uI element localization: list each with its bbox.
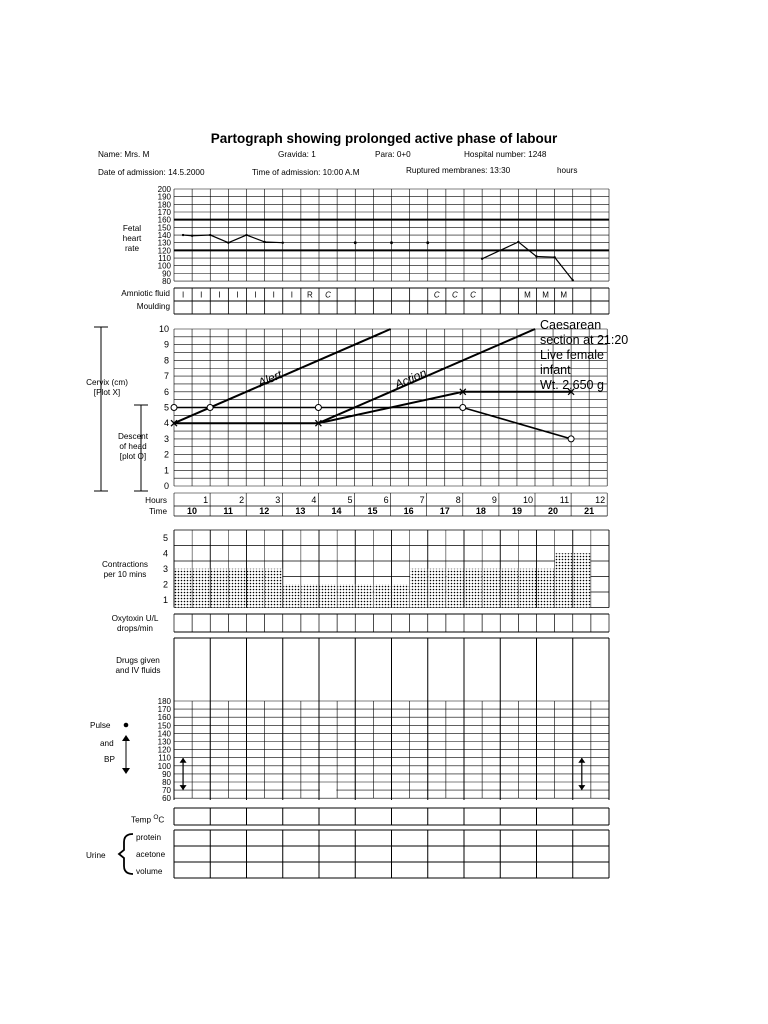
hour-label: 7 <box>419 495 425 505</box>
fhr-tick-label: 160 <box>157 215 171 225</box>
contraction-tick-label: 1 <box>162 594 168 605</box>
fhr-point <box>481 258 483 260</box>
contraction-bar <box>175 569 192 608</box>
amniotic-fluid-label: Amniotic fluid <box>121 289 170 298</box>
hour-label: 6 <box>383 495 389 505</box>
contraction-bar <box>465 569 482 608</box>
bp-tick-label: 90 <box>162 769 171 779</box>
bp-legend-up-icon <box>122 735 130 741</box>
fhr-tick-label: 180 <box>157 200 171 210</box>
fhr-point <box>572 279 574 281</box>
bp-tick-label: 120 <box>157 745 171 755</box>
and-label: and <box>100 739 114 748</box>
time-label: 14 <box>331 506 342 516</box>
contraction-tick-label: 2 <box>162 579 168 590</box>
descent-o-point <box>315 405 321 411</box>
amniotic-value: I <box>290 290 293 300</box>
fhr-point <box>390 241 393 244</box>
fhr-point <box>245 234 247 236</box>
bp-tick-label: 160 <box>157 713 171 723</box>
amniotic-value: M <box>560 290 568 300</box>
fhr-tick-label: 120 <box>157 246 171 256</box>
time-label: 20 <box>548 506 559 516</box>
contraction-bar <box>483 569 500 608</box>
contraction-bar <box>392 584 409 607</box>
outcome-line: infant <box>540 363 571 377</box>
time-label: 19 <box>511 506 522 516</box>
bp-tick-label: 180 <box>157 697 171 706</box>
contraction-bar <box>211 569 228 608</box>
fhr-point <box>426 241 429 244</box>
amniotic-value: I <box>254 290 257 300</box>
time-label: 15 <box>367 506 378 516</box>
cervix-tick-label: 9 <box>163 339 169 350</box>
descent-o-point <box>568 436 574 442</box>
time-label: 16 <box>403 506 414 516</box>
cervix-tick-label: 6 <box>163 386 169 397</box>
contraction-bar <box>374 584 391 607</box>
cervix-tick-label: 0 <box>163 481 169 491</box>
fhr-tick-label: 130 <box>157 238 171 248</box>
fhr-point <box>553 256 555 258</box>
urine-brace <box>119 834 133 874</box>
amniotic-value: R <box>307 290 313 300</box>
hour-label: 10 <box>522 495 533 505</box>
amniotic-value: I <box>181 290 185 300</box>
time-label: 21 <box>584 506 595 516</box>
urine-acetone-label: acetone <box>136 850 166 859</box>
cervix-tick-label: 8 <box>163 355 169 366</box>
contraction-tick-label: 5 <box>162 532 168 543</box>
contraction-bar <box>446 569 463 608</box>
bp-diastolic-arrow <box>578 785 585 790</box>
bp-tick-label: 70 <box>162 786 171 796</box>
fhr-point <box>535 255 537 257</box>
hours-word: hours <box>557 166 578 175</box>
cervix-tick-label: 3 <box>163 433 169 444</box>
bp-tick-label: 110 <box>158 753 171 763</box>
cervix-tick-label: 10 <box>158 324 169 334</box>
fhr-tick-label: 90 <box>162 269 171 279</box>
fhr-series-line <box>183 235 283 243</box>
contraction-bar <box>320 584 337 607</box>
hour-label: 9 <box>491 495 497 505</box>
outcome-line: section at 21:20 <box>540 333 629 347</box>
time-label: Time <box>149 507 167 516</box>
contraction-bar <box>265 569 282 608</box>
amniotic-value: M <box>542 290 549 300</box>
bp-legend-down-icon <box>122 768 130 774</box>
bp-tick-label: 140 <box>157 729 171 739</box>
hospital-number: Hospital number: 1248 <box>464 150 547 159</box>
bp-label: BP <box>104 755 115 764</box>
urine-volume-label: volume <box>136 867 163 876</box>
time-of-admission: Time of admission: 10:00 A.M <box>252 168 360 177</box>
cervix-tick-label: 2 <box>163 449 169 460</box>
descent-o-point <box>207 405 213 411</box>
cervix-tick-label: 4 <box>163 418 169 429</box>
fhr-tick-label: 150 <box>157 223 171 233</box>
oxytocin-label: Oxytoxin U/L drops/min <box>111 614 159 633</box>
contraction-tick-label: 3 <box>162 563 168 574</box>
amniotic-value: I <box>218 290 221 300</box>
hour-label: 8 <box>455 495 461 505</box>
descent-label: Descent of head [plot O] <box>117 432 149 461</box>
outcome-line: Wt. 2,650 g <box>540 378 604 392</box>
pulse-label: Pulse <box>90 721 111 730</box>
hours-label: Hours <box>145 496 167 505</box>
hour-label: 5 <box>347 495 353 505</box>
contraction-bar <box>537 569 554 608</box>
patient-name: Name: Mrs. M <box>98 150 150 159</box>
contraction-bar <box>356 584 373 607</box>
bp-tick-label: 130 <box>157 737 171 747</box>
contraction-bar <box>410 569 427 608</box>
contractions-label: Contractions per 10 mins <box>102 560 148 579</box>
bp-systolic-arrow <box>578 758 585 763</box>
fhr-point <box>227 241 229 243</box>
fhr-tick-label: 80 <box>162 277 171 287</box>
bp-tick-label: 100 <box>157 761 171 771</box>
time-label: 18 <box>475 506 486 516</box>
contraction-bar <box>573 553 590 607</box>
fhr-point <box>182 234 184 236</box>
amniotic-value: C <box>433 290 440 300</box>
descent-o-point <box>171 405 177 411</box>
temp-label: Temp $^O$C <box>131 814 165 825</box>
hour-label: 4 <box>311 495 317 505</box>
time-label: 10 <box>187 506 198 516</box>
fhr-point <box>191 235 193 237</box>
contraction-bar <box>555 553 572 607</box>
fhr-point <box>517 241 519 243</box>
amniotic-value: C <box>452 290 458 300</box>
amniotic-value: I <box>236 290 239 300</box>
fhr-point <box>209 234 211 236</box>
contraction-bar <box>229 569 246 608</box>
time-label: 12 <box>259 506 270 516</box>
action-line-label: Action <box>392 365 429 392</box>
page-title: Partograph showing prolonged active phase of labour <box>210 131 558 146</box>
hour-label: 3 <box>275 495 281 505</box>
bp-tick-label: 80 <box>162 778 171 787</box>
gravida: Gravida: 1 <box>278 150 316 159</box>
contraction-bar <box>428 569 445 608</box>
bp-tick-label: 150 <box>157 721 171 731</box>
amniotic-value: I <box>200 290 203 300</box>
bp-systolic-arrow <box>180 758 187 763</box>
fhr-tick-label: 200 <box>157 185 171 194</box>
hour-label: 1 <box>203 495 209 505</box>
amniotic-value: I <box>272 290 275 300</box>
fhr-tick-label: 190 <box>157 192 171 202</box>
fhr-series-line <box>482 242 573 280</box>
fhr-tick-label: 170 <box>157 208 171 218</box>
urine-protein-label: protein <box>136 833 162 842</box>
bp-tick-label: 170 <box>157 705 171 715</box>
descent-o-point <box>460 405 466 411</box>
cervix-label: Cervix (cm) [Plot X] <box>86 378 128 397</box>
ruptured-membranes: Ruptured membranes: 13:30 <box>406 166 511 175</box>
outcome-line: Live female <box>540 348 604 362</box>
time-label: 11 <box>223 506 233 516</box>
bp-tick-label: 60 <box>162 794 171 804</box>
urine-label: Urine <box>86 851 106 860</box>
alert-line-label: Alert <box>255 367 284 391</box>
contraction-tick-label: 4 <box>162 548 168 559</box>
fhr-tick-label: 140 <box>157 231 171 241</box>
contraction-bar <box>519 569 536 608</box>
contraction-bar <box>247 569 264 608</box>
hour-label: 2 <box>239 495 245 505</box>
fhr-point <box>354 241 357 244</box>
cervix-tick-label: 1 <box>163 465 169 476</box>
fhr-tick-label: 100 <box>157 261 171 271</box>
hour-label: 11 <box>559 495 570 505</box>
moulding-label: Moulding <box>136 302 170 311</box>
contraction-bar <box>338 584 355 607</box>
contraction-bar <box>501 569 518 608</box>
amniotic-value: C <box>325 290 331 300</box>
bp-gap <box>320 787 336 791</box>
hour-label: 12 <box>595 495 606 505</box>
date-of-admission: Date of admission: 14.5.2000 <box>98 168 205 177</box>
bp-diastolic-arrow <box>180 785 187 790</box>
drugs-label: Drugs given and IV fluids <box>115 656 161 675</box>
cervix-tick-label: 7 <box>163 371 169 382</box>
fhr-point <box>282 241 284 243</box>
time-label: 13 <box>295 506 306 516</box>
cervix-tick-label: 5 <box>163 402 169 413</box>
contraction-bar <box>301 584 318 607</box>
time-label: 17 <box>439 506 450 516</box>
fhr-tick-label: 110 <box>158 254 171 264</box>
fhr-point <box>263 241 265 243</box>
fhr-label: Fetal heart rate <box>122 224 142 253</box>
pulse-dot-icon <box>124 723 129 728</box>
outcome-line: Caesarean <box>540 318 602 332</box>
amniotic-value: M <box>524 290 531 300</box>
para: Para: 0+0 <box>375 150 411 159</box>
contraction-bar <box>193 569 210 608</box>
amniotic-value: C <box>470 290 476 300</box>
contraction-bar <box>283 584 300 607</box>
